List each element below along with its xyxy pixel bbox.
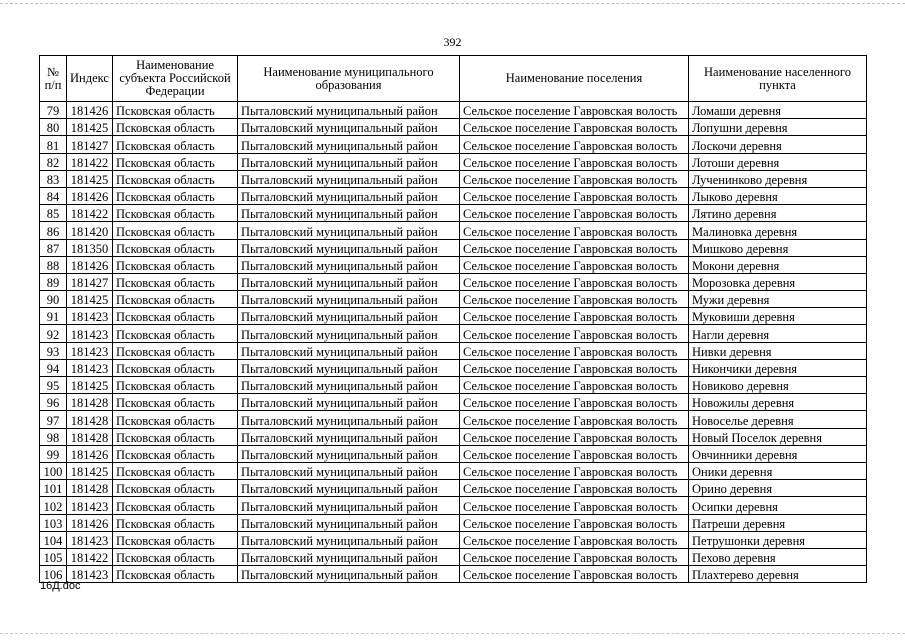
postal-index: 181350 xyxy=(67,239,113,256)
locality-name: Ломаши деревня xyxy=(689,102,867,119)
postal-index: 181426 xyxy=(67,102,113,119)
locality-name: Лопушни деревня xyxy=(689,119,867,136)
row-number: 97 xyxy=(40,411,67,428)
municipality-name: Пыталовский муниципальный район xyxy=(238,153,460,170)
subject-name: Псковская область xyxy=(113,119,238,136)
locality-name: Нагли деревня xyxy=(689,325,867,342)
settlement-name: Сельское поселение Гавровская волость xyxy=(460,136,689,153)
municipality-name: Пыталовский муниципальный район xyxy=(238,342,460,359)
municipality-name: Пыталовский муниципальный район xyxy=(238,291,460,308)
row-number: 81 xyxy=(40,136,67,153)
subject-name: Псковская область xyxy=(113,514,238,531)
settlement-name: Сельское поселение Гавровская волость xyxy=(460,428,689,445)
postal-index: 181423 xyxy=(67,342,113,359)
municipality-name: Пыталовский муниципальный район xyxy=(238,445,460,462)
subject-name: Псковская область xyxy=(113,342,238,359)
locality-name: Оники деревня xyxy=(689,462,867,479)
row-number: 87 xyxy=(40,239,67,256)
settlement-name: Сельское поселение Гавровская волость xyxy=(460,377,689,394)
postal-index: 181423 xyxy=(67,359,113,376)
municipality-name: Пыталовский муниципальный район xyxy=(238,377,460,394)
subject-name: Псковская область xyxy=(113,102,238,119)
locality-name: Новиково деревня xyxy=(689,377,867,394)
postal-index: 181422 xyxy=(67,548,113,565)
locality-name: Новожилы деревня xyxy=(689,394,867,411)
subject-name: Псковская область xyxy=(113,480,238,497)
postal-index: 181422 xyxy=(67,205,113,222)
postal-index: 181422 xyxy=(67,153,113,170)
settlement-name: Сельское поселение Гавровская волость xyxy=(460,102,689,119)
locality-name: Пехово деревня xyxy=(689,548,867,565)
subject-name: Псковская область xyxy=(113,359,238,376)
municipality-name: Пыталовский муниципальный район xyxy=(238,273,460,290)
table-row xyxy=(40,187,867,204)
table-header xyxy=(40,56,867,102)
locality-name: Новоселье деревня xyxy=(689,411,867,428)
table-row xyxy=(40,102,867,119)
municipality-name: Пыталовский муниципальный район xyxy=(238,222,460,239)
municipality-name: Пыталовский муниципальный район xyxy=(238,119,460,136)
row-number: 79 xyxy=(40,102,67,119)
postal-index: 181428 xyxy=(67,411,113,428)
table-row xyxy=(40,273,867,290)
row-number: 94 xyxy=(40,359,67,376)
locality-name: Плахтерево деревня xyxy=(689,566,867,583)
postal-index: 181426 xyxy=(67,187,113,204)
settlement-name: Сельское поселение Гавровская волость xyxy=(460,119,689,136)
locality-name: Лотоши деревня xyxy=(689,153,867,170)
row-number: 102 xyxy=(40,497,67,514)
settlement-name: Сельское поселение Гавровская волость xyxy=(460,394,689,411)
postal-index: 181426 xyxy=(67,445,113,462)
postal-index: 181425 xyxy=(67,291,113,308)
row-number: 104 xyxy=(40,531,67,548)
page-number: 392 xyxy=(443,35,462,49)
localities-table xyxy=(39,55,867,583)
subject-name: Псковская область xyxy=(113,325,238,342)
row-number: 103 xyxy=(40,514,67,531)
table-row xyxy=(40,445,867,462)
settlement-name: Сельское поселение Гавровская волость xyxy=(460,531,689,548)
subject-name: Псковская область xyxy=(113,394,238,411)
row-number: 98 xyxy=(40,428,67,445)
municipality-name: Пыталовский муниципальный район xyxy=(238,187,460,204)
table-row xyxy=(40,342,867,359)
row-number: 85 xyxy=(40,205,67,222)
settlement-name: Сельское поселение Гавровская волость xyxy=(460,566,689,583)
table-row xyxy=(40,119,867,136)
header-num: № п/п xyxy=(40,56,67,102)
municipality-name: Пыталовский муниципальный район xyxy=(238,566,460,583)
locality-name: Лятино деревня xyxy=(689,205,867,222)
locality-name: Осипки деревня xyxy=(689,497,867,514)
settlement-name: Сельское поселение Гавровская волость xyxy=(460,514,689,531)
row-number: 86 xyxy=(40,222,67,239)
settlement-name: Сельское поселение Гавровская волость xyxy=(460,222,689,239)
subject-name: Псковская область xyxy=(113,239,238,256)
municipality-name: Пыталовский муниципальный район xyxy=(238,170,460,187)
municipality-name: Пыталовский муниципальный район xyxy=(238,239,460,256)
municipality-name: Пыталовский муниципальный район xyxy=(238,411,460,428)
postal-index: 181425 xyxy=(67,119,113,136)
municipality-name: Пыталовский муниципальный район xyxy=(238,497,460,514)
settlement-name: Сельское поселение Гавровская волость xyxy=(460,480,689,497)
postal-index: 181428 xyxy=(67,394,113,411)
settlement-name: Сельское поселение Гавровская волость xyxy=(460,205,689,222)
table-row xyxy=(40,359,867,376)
settlement-name: Сельское поселение Гавровская волость xyxy=(460,411,689,428)
postal-index: 181423 xyxy=(67,325,113,342)
settlement-name: Сельское поселение Гавровская волость xyxy=(460,239,689,256)
locality-name: Малиновка деревня xyxy=(689,222,867,239)
header-index: Индекс xyxy=(67,56,113,102)
table-row xyxy=(40,308,867,325)
table-row xyxy=(40,497,867,514)
settlement-name: Сельское поселение Гавровская волость xyxy=(460,445,689,462)
row-number: 89 xyxy=(40,273,67,290)
postal-index: 181420 xyxy=(67,222,113,239)
row-number: 82 xyxy=(40,153,67,170)
table-row xyxy=(40,291,867,308)
table-row xyxy=(40,256,867,273)
subject-name: Псковская область xyxy=(113,428,238,445)
municipality-name: Пыталовский муниципальный район xyxy=(238,359,460,376)
settlement-name: Сельское поселение Гавровская волость xyxy=(460,256,689,273)
row-number: 92 xyxy=(40,325,67,342)
row-number: 91 xyxy=(40,308,67,325)
locality-name: Никончики деревня xyxy=(689,359,867,376)
postal-index: 181423 xyxy=(67,566,113,583)
table-row xyxy=(40,239,867,256)
municipality-name: Пыталовский муниципальный район xyxy=(238,325,460,342)
postal-index: 181425 xyxy=(67,462,113,479)
settlement-name: Сельское поселение Гавровская волость xyxy=(460,187,689,204)
locality-name: Лыково деревня xyxy=(689,187,867,204)
scan-artifact-bottom xyxy=(0,633,905,635)
settlement-name: Сельское поселение Гавровская волость xyxy=(460,291,689,308)
subject-name: Псковская область xyxy=(113,222,238,239)
municipality-name: Пыталовский муниципальный район xyxy=(238,136,460,153)
locality-name: Новый Поселок деревня xyxy=(689,428,867,445)
postal-index: 181428 xyxy=(67,428,113,445)
row-number: 99 xyxy=(40,445,67,462)
header-subject: Наименование субъекта Российской Федерации xyxy=(113,56,238,102)
locality-name: Мишково деревня xyxy=(689,239,867,256)
municipality-name: Пыталовский муниципальный район xyxy=(238,394,460,411)
subject-name: Псковская область xyxy=(113,497,238,514)
table-row xyxy=(40,548,867,565)
locality-name: Муковиши деревня xyxy=(689,308,867,325)
row-number: 90 xyxy=(40,291,67,308)
subject-name: Псковская область xyxy=(113,187,238,204)
table-body xyxy=(40,102,867,583)
row-number: 95 xyxy=(40,377,67,394)
locality-name: Мужи деревня xyxy=(689,291,867,308)
locality-name: Лученинково деревня xyxy=(689,170,867,187)
table-row xyxy=(40,428,867,445)
header-municipality: Наименование муниципального образования xyxy=(238,56,460,102)
locality-name: Нивки деревня xyxy=(689,342,867,359)
locality-name: Петрушонки деревня xyxy=(689,531,867,548)
row-number: 80 xyxy=(40,119,67,136)
row-number: 93 xyxy=(40,342,67,359)
subject-name: Псковская область xyxy=(113,377,238,394)
municipality-name: Пыталовский муниципальный район xyxy=(238,308,460,325)
subject-name: Псковская область xyxy=(113,256,238,273)
settlement-name: Сельское поселение Гавровская волость xyxy=(460,170,689,187)
table-row xyxy=(40,480,867,497)
subject-name: Псковская область xyxy=(113,308,238,325)
header-settlement: Наименование поселения xyxy=(460,56,689,102)
municipality-name: Пыталовский муниципальный район xyxy=(238,205,460,222)
table-row xyxy=(40,462,867,479)
row-number: 101 xyxy=(40,480,67,497)
subject-name: Псковская область xyxy=(113,462,238,479)
municipality-name: Пыталовский муниципальный район xyxy=(238,514,460,531)
subject-name: Псковская область xyxy=(113,136,238,153)
postal-index: 181428 xyxy=(67,480,113,497)
row-number: 96 xyxy=(40,394,67,411)
postal-index: 181423 xyxy=(67,497,113,514)
settlement-name: Сельское поселение Гавровская волость xyxy=(460,548,689,565)
subject-name: Псковская область xyxy=(113,170,238,187)
municipality-name: Пыталовский муниципальный район xyxy=(238,548,460,565)
locality-name: Мокони деревня xyxy=(689,256,867,273)
table-row xyxy=(40,153,867,170)
subject-name: Псковская область xyxy=(113,411,238,428)
subject-name: Псковская область xyxy=(113,273,238,290)
table-row xyxy=(40,531,867,548)
table-row xyxy=(40,205,867,222)
locality-name: Патреши деревня xyxy=(689,514,867,531)
table-row xyxy=(40,170,867,187)
settlement-name: Сельское поселение Гавровская волость xyxy=(460,308,689,325)
table-row xyxy=(40,514,867,531)
locality-name: Овчинники деревня xyxy=(689,445,867,462)
row-number: 105 xyxy=(40,548,67,565)
municipality-name: Пыталовский муниципальный район xyxy=(238,256,460,273)
settlement-name: Сельское поселение Гавровская волость xyxy=(460,153,689,170)
locality-name: Морозовка деревня xyxy=(689,273,867,290)
table-row xyxy=(40,377,867,394)
subject-name: Псковская область xyxy=(113,548,238,565)
settlement-name: Сельское поселение Гавровская волость xyxy=(460,325,689,342)
municipality-name: Пыталовский муниципальный район xyxy=(238,428,460,445)
header-locality: Наименование населенного пункта xyxy=(689,56,867,102)
postal-index: 181427 xyxy=(67,273,113,290)
table-row xyxy=(40,411,867,428)
municipality-name: Пыталовский муниципальный район xyxy=(238,462,460,479)
subject-name: Псковская область xyxy=(113,291,238,308)
row-number: 84 xyxy=(40,187,67,204)
postal-index: 181425 xyxy=(67,170,113,187)
scan-artifact-top xyxy=(0,3,905,5)
table-row xyxy=(40,136,867,153)
table-row xyxy=(40,222,867,239)
settlement-name: Сельское поселение Гавровская волость xyxy=(460,497,689,514)
locality-name: Орино деревня xyxy=(689,480,867,497)
subject-name: Псковская область xyxy=(113,153,238,170)
postal-index: 181426 xyxy=(67,256,113,273)
postal-index: 181423 xyxy=(67,308,113,325)
postal-index: 181425 xyxy=(67,377,113,394)
settlement-name: Сельское поселение Гавровская волость xyxy=(460,342,689,359)
postal-index: 181426 xyxy=(67,514,113,531)
footer-filename: 16Д.doc xyxy=(40,580,81,592)
locality-name: Лоскочи деревня xyxy=(689,136,867,153)
settlement-name: Сельское поселение Гавровская волость xyxy=(460,359,689,376)
subject-name: Псковская область xyxy=(113,531,238,548)
subject-name: Псковская область xyxy=(113,445,238,462)
row-number: 83 xyxy=(40,170,67,187)
row-number: 106 xyxy=(40,566,67,583)
table-row xyxy=(40,325,867,342)
row-number: 88 xyxy=(40,256,67,273)
subject-name: Псковская область xyxy=(113,205,238,222)
table-row xyxy=(40,566,867,583)
row-number: 100 xyxy=(40,462,67,479)
postal-index: 181427 xyxy=(67,136,113,153)
municipality-name: Пыталовский муниципальный район xyxy=(238,480,460,497)
postal-index: 181423 xyxy=(67,531,113,548)
subject-name: Псковская область xyxy=(113,566,238,583)
table-row xyxy=(40,394,867,411)
header-row xyxy=(40,56,867,102)
municipality-name: Пыталовский муниципальный район xyxy=(238,531,460,548)
settlement-name: Сельское поселение Гавровская волость xyxy=(460,462,689,479)
municipality-name: Пыталовский муниципальный район xyxy=(238,102,460,119)
settlement-name: Сельское поселение Гавровская волость xyxy=(460,273,689,290)
